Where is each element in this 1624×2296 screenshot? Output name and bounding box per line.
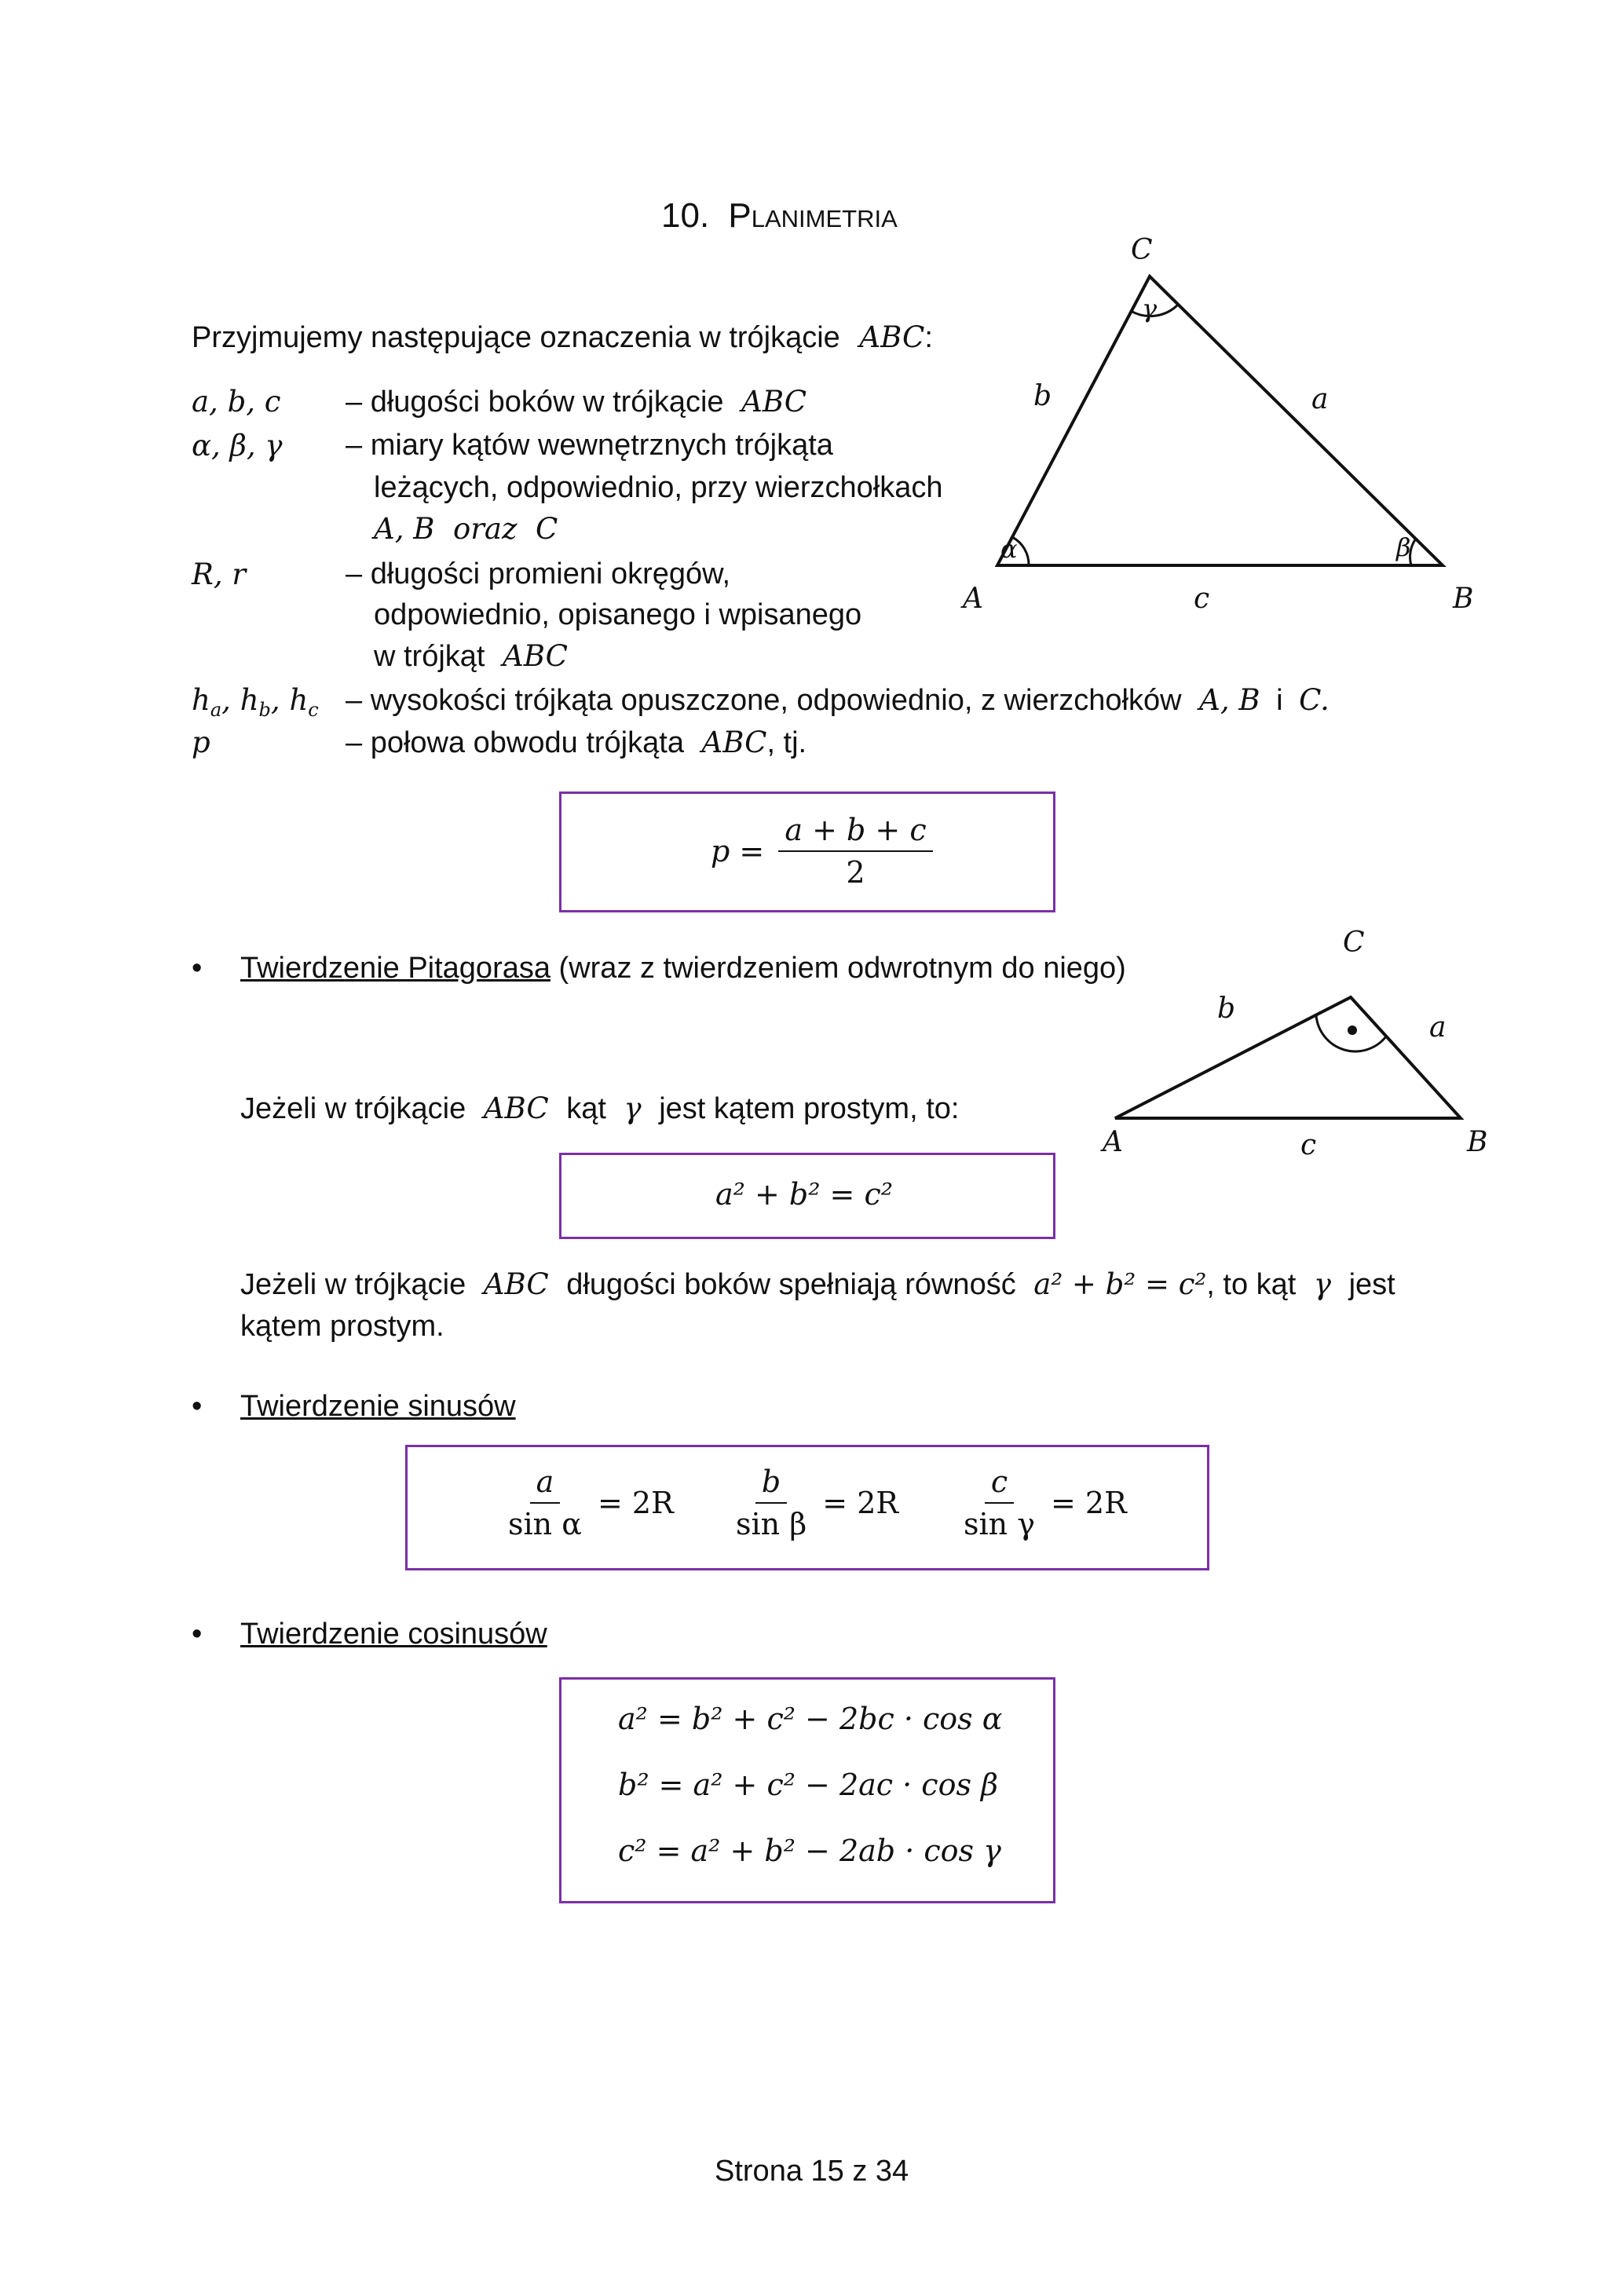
triangle-1-shape <box>997 276 1443 565</box>
tri2-vertex-b-label: B <box>1467 1126 1488 1158</box>
def-desc-radii-2: odpowiednio, opisanego i wpisanego <box>374 598 862 631</box>
tri2-side-b-label: b <box>1217 993 1236 1025</box>
angle-gamma-label: γ <box>1142 294 1158 324</box>
tri2-vertex-c-label: C <box>1343 927 1365 959</box>
def-sym-abc: a, b, c <box>192 385 281 419</box>
bullet-sines: • <box>192 1390 203 1423</box>
def-sym-p: p <box>192 726 210 759</box>
vertex-a-label: A <box>963 583 983 615</box>
def-desc-radii-3: w trójkąt ABC <box>374 639 568 673</box>
semi-perimeter-formula: p = $\frac{a + b + c}{2}$ <box>711 813 933 890</box>
tri2-side-c-label: c <box>1300 1129 1317 1161</box>
semi-perimeter-formula-box <box>559 792 1055 912</box>
cosines-formula-3: c² = a² + b² − 2ab · cos γ <box>618 1834 1001 1868</box>
pythagoras-formula: a² + b² = c² <box>715 1177 893 1212</box>
def-desc-angles-3: A, B oraz C <box>374 512 558 546</box>
angle-alpha-label: α <box>1000 534 1018 564</box>
side-a-label: a <box>1311 383 1329 415</box>
pythagoras-formula-box <box>559 1153 1055 1239</box>
def-desc-angles-1: – miary kątów wewnętrznych trójkąta <box>346 429 833 462</box>
title-number: 10. <box>661 196 710 235</box>
title-text: Planimetria <box>728 196 898 235</box>
vertex-c-label: C <box>1131 234 1153 266</box>
pythagoras-condition-2: Jeżeli w trójkącie ABC długości boków spełniają równość a² + b² = c², to kąt γ jest <box>240 1267 1395 1301</box>
side-c-label: c <box>1194 583 1210 615</box>
tri2-side-a-label: a <box>1429 1011 1447 1044</box>
pythagoras-title: Twierdzenie Pitagorasa <box>240 952 550 985</box>
pythagoras-heading: Twierdzenie Pitagorasa (wraz z twierdzeniem odwrotnym do niego) <box>240 952 1126 985</box>
side-b-label: b <box>1033 380 1052 412</box>
sines-formula-box <box>405 1445 1209 1570</box>
vertex-b-label: B <box>1453 583 1474 615</box>
sines-title: Twierdzenie sinusów <box>240 1390 516 1423</box>
triangle-abc-diagram <box>942 228 1508 636</box>
def-sym-angles: α, β, γ <box>192 429 283 462</box>
cosines-title: Twierdzenie cosinusów <box>240 1618 547 1651</box>
def-desc-angles-2: leżących, odpowiednio, przy wierzchołkach <box>374 471 943 504</box>
bullet-pythagoras: • <box>192 952 203 985</box>
triangle-2-shape <box>1115 997 1461 1118</box>
def-desc-heights: – wysokości trójkąta opuszczone, odpowiednio, z wierzchołków A, B i C. <box>346 683 1330 717</box>
page-title <box>661 196 898 236</box>
def-desc-sides: – długości boków w trójkącie ABC <box>346 385 807 419</box>
tri2-vertex-a-label: A <box>1103 1126 1123 1158</box>
intro-line: Przyjmujemy następujące oznaczenia w trójkącie ABC: <box>192 320 933 354</box>
angle-beta-label: β <box>1396 532 1411 562</box>
page-footer: Strona 15 z 34 <box>715 2155 909 2188</box>
sines-formula-2: $\frac{b}{\text{sin β}}$ = 2R <box>736 1464 898 1541</box>
cosines-formula-box <box>559 1677 1055 1903</box>
intro-abc: ABC <box>859 320 925 354</box>
cosines-formula-1: a² = b² + c² − 2bc · cos α <box>618 1702 1003 1736</box>
def-desc-p: – połowa obwodu trójkąta ABC, tj. <box>346 726 807 759</box>
def-sym-heights: $h_a$, $h_b$, $h_c$ <box>192 683 319 721</box>
p-numerator: a + b + c <box>778 813 932 852</box>
sines-formula-3: $\frac{c}{\text{sin γ}}$ = 2R <box>964 1464 1127 1541</box>
angle-beta-arc <box>1410 539 1416 565</box>
sines-formula-1: $\frac{a}{\text{sin α}}$ = 2R <box>508 1464 674 1541</box>
right-triangle-diagram <box>1092 911 1508 1170</box>
right-angle-dot <box>1348 1026 1357 1035</box>
def-desc-radii-1: – długości promieni okręgów, <box>346 558 731 590</box>
pythagoras-condition-1: Jeżeli w trójkącie ABC kąt γ jest kątem prostym, to: <box>240 1091 960 1125</box>
p-denominator: 2 <box>846 855 865 890</box>
intro-text: Przyjmujemy następujące oznaczenia w trójkącie <box>192 321 840 354</box>
cosines-formula-2: b² = a² + c² − 2ac · cos β <box>618 1768 999 1802</box>
def-sym-radii: R, r <box>192 558 247 591</box>
pythagoras-condition-2-cont: kątem prostym. <box>240 1310 444 1343</box>
bullet-cosines: • <box>192 1618 203 1651</box>
